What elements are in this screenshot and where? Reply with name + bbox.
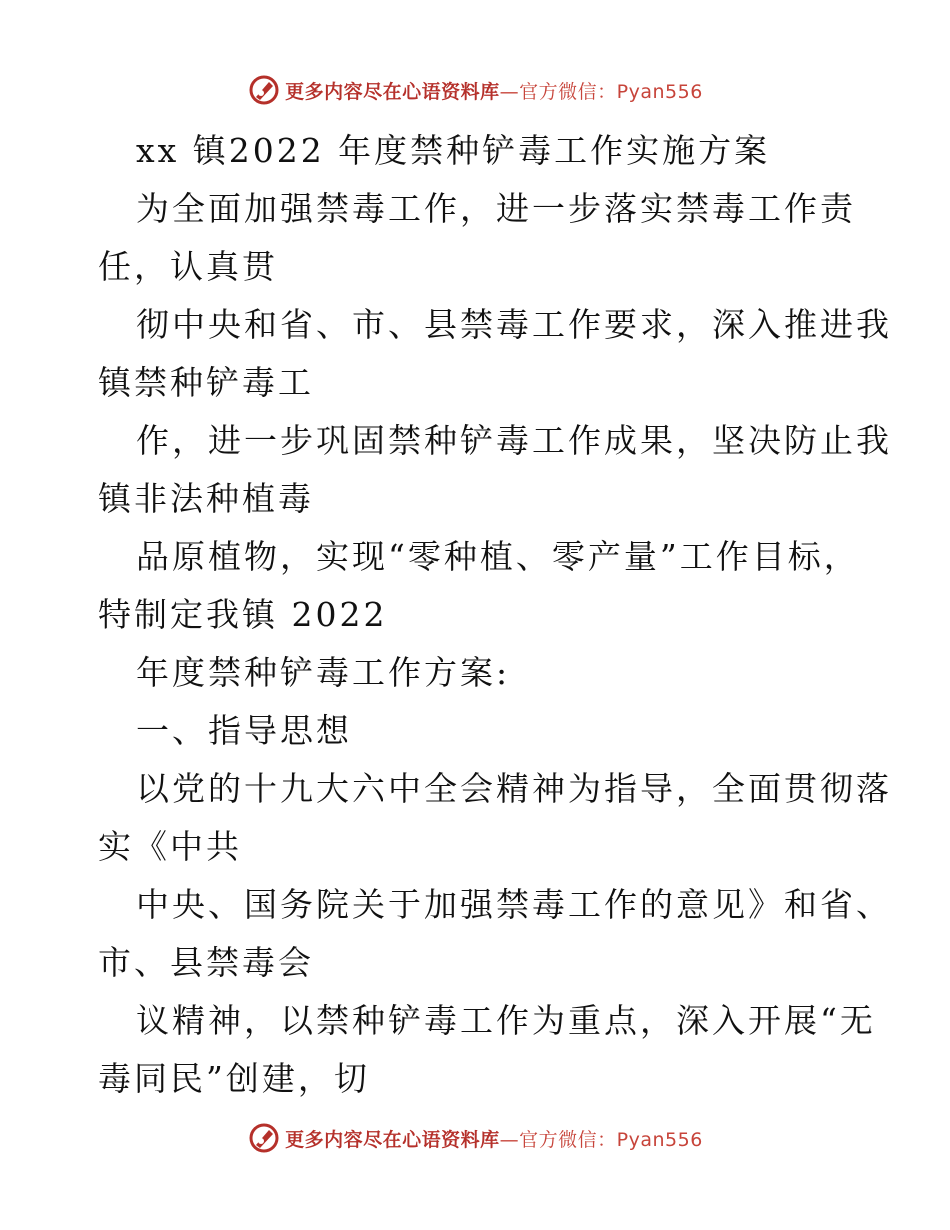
section-heading: 一、指导思想 (136, 711, 352, 750)
text-line: 特制定我镇 2022 (98, 595, 388, 634)
text-line: 为全面加强禁毒工作，进一步落实禁毒工作责 (136, 189, 856, 228)
text-line: 市、县禁毒会 (98, 943, 314, 982)
text-line: 镇非法种植毒 (98, 479, 314, 518)
text-line: 中央、国务院关于加强禁毒工作的意见》和省、 (136, 885, 892, 924)
watermark-text (285, 1125, 703, 1152)
text-line: 品原植物，实现“零种植、零产量”工作目标， (136, 537, 860, 576)
watermark-text (285, 77, 703, 104)
text-line: 毒同民”创建，切 (98, 1059, 370, 1098)
text-line: 以党的十九大六中全会精神为指导，全面贯彻落 (136, 769, 892, 808)
header-watermark (0, 70, 950, 110)
text-line: 议精神，以禁种铲毒工作为重点，深入开展“无 (136, 1001, 876, 1040)
brand-logo-icon (247, 1121, 281, 1155)
footer-watermark (0, 1118, 950, 1158)
watermark-sub-text: —官方微信：Pyan556 (499, 1128, 703, 1151)
watermark-main-text: 更多内容尽在心语资料库 (285, 80, 500, 103)
brand-logo-icon (247, 73, 281, 107)
document-body (98, 122, 892, 1108)
watermark-main-text: 更多内容尽在心语资料库 (285, 1128, 500, 1151)
text-line: 彻中央和省、市、县禁毒工作要求，深入推进我 (136, 305, 892, 344)
text-line: 实《中共 (98, 827, 242, 866)
text-line: 镇禁种铲毒工 (98, 363, 314, 402)
document-title: xx 镇2022 年度禁种铲毒工作实施方案 (136, 131, 771, 170)
text-line: 任，认真贯 (98, 247, 278, 286)
text-line: 年度禁种铲毒工作方案: (136, 653, 511, 692)
watermark-sub-text: —官方微信：Pyan556 (499, 80, 703, 103)
text-line: 作，进一步巩固禁种铲毒工作成果，坚决防止我 (136, 421, 892, 460)
